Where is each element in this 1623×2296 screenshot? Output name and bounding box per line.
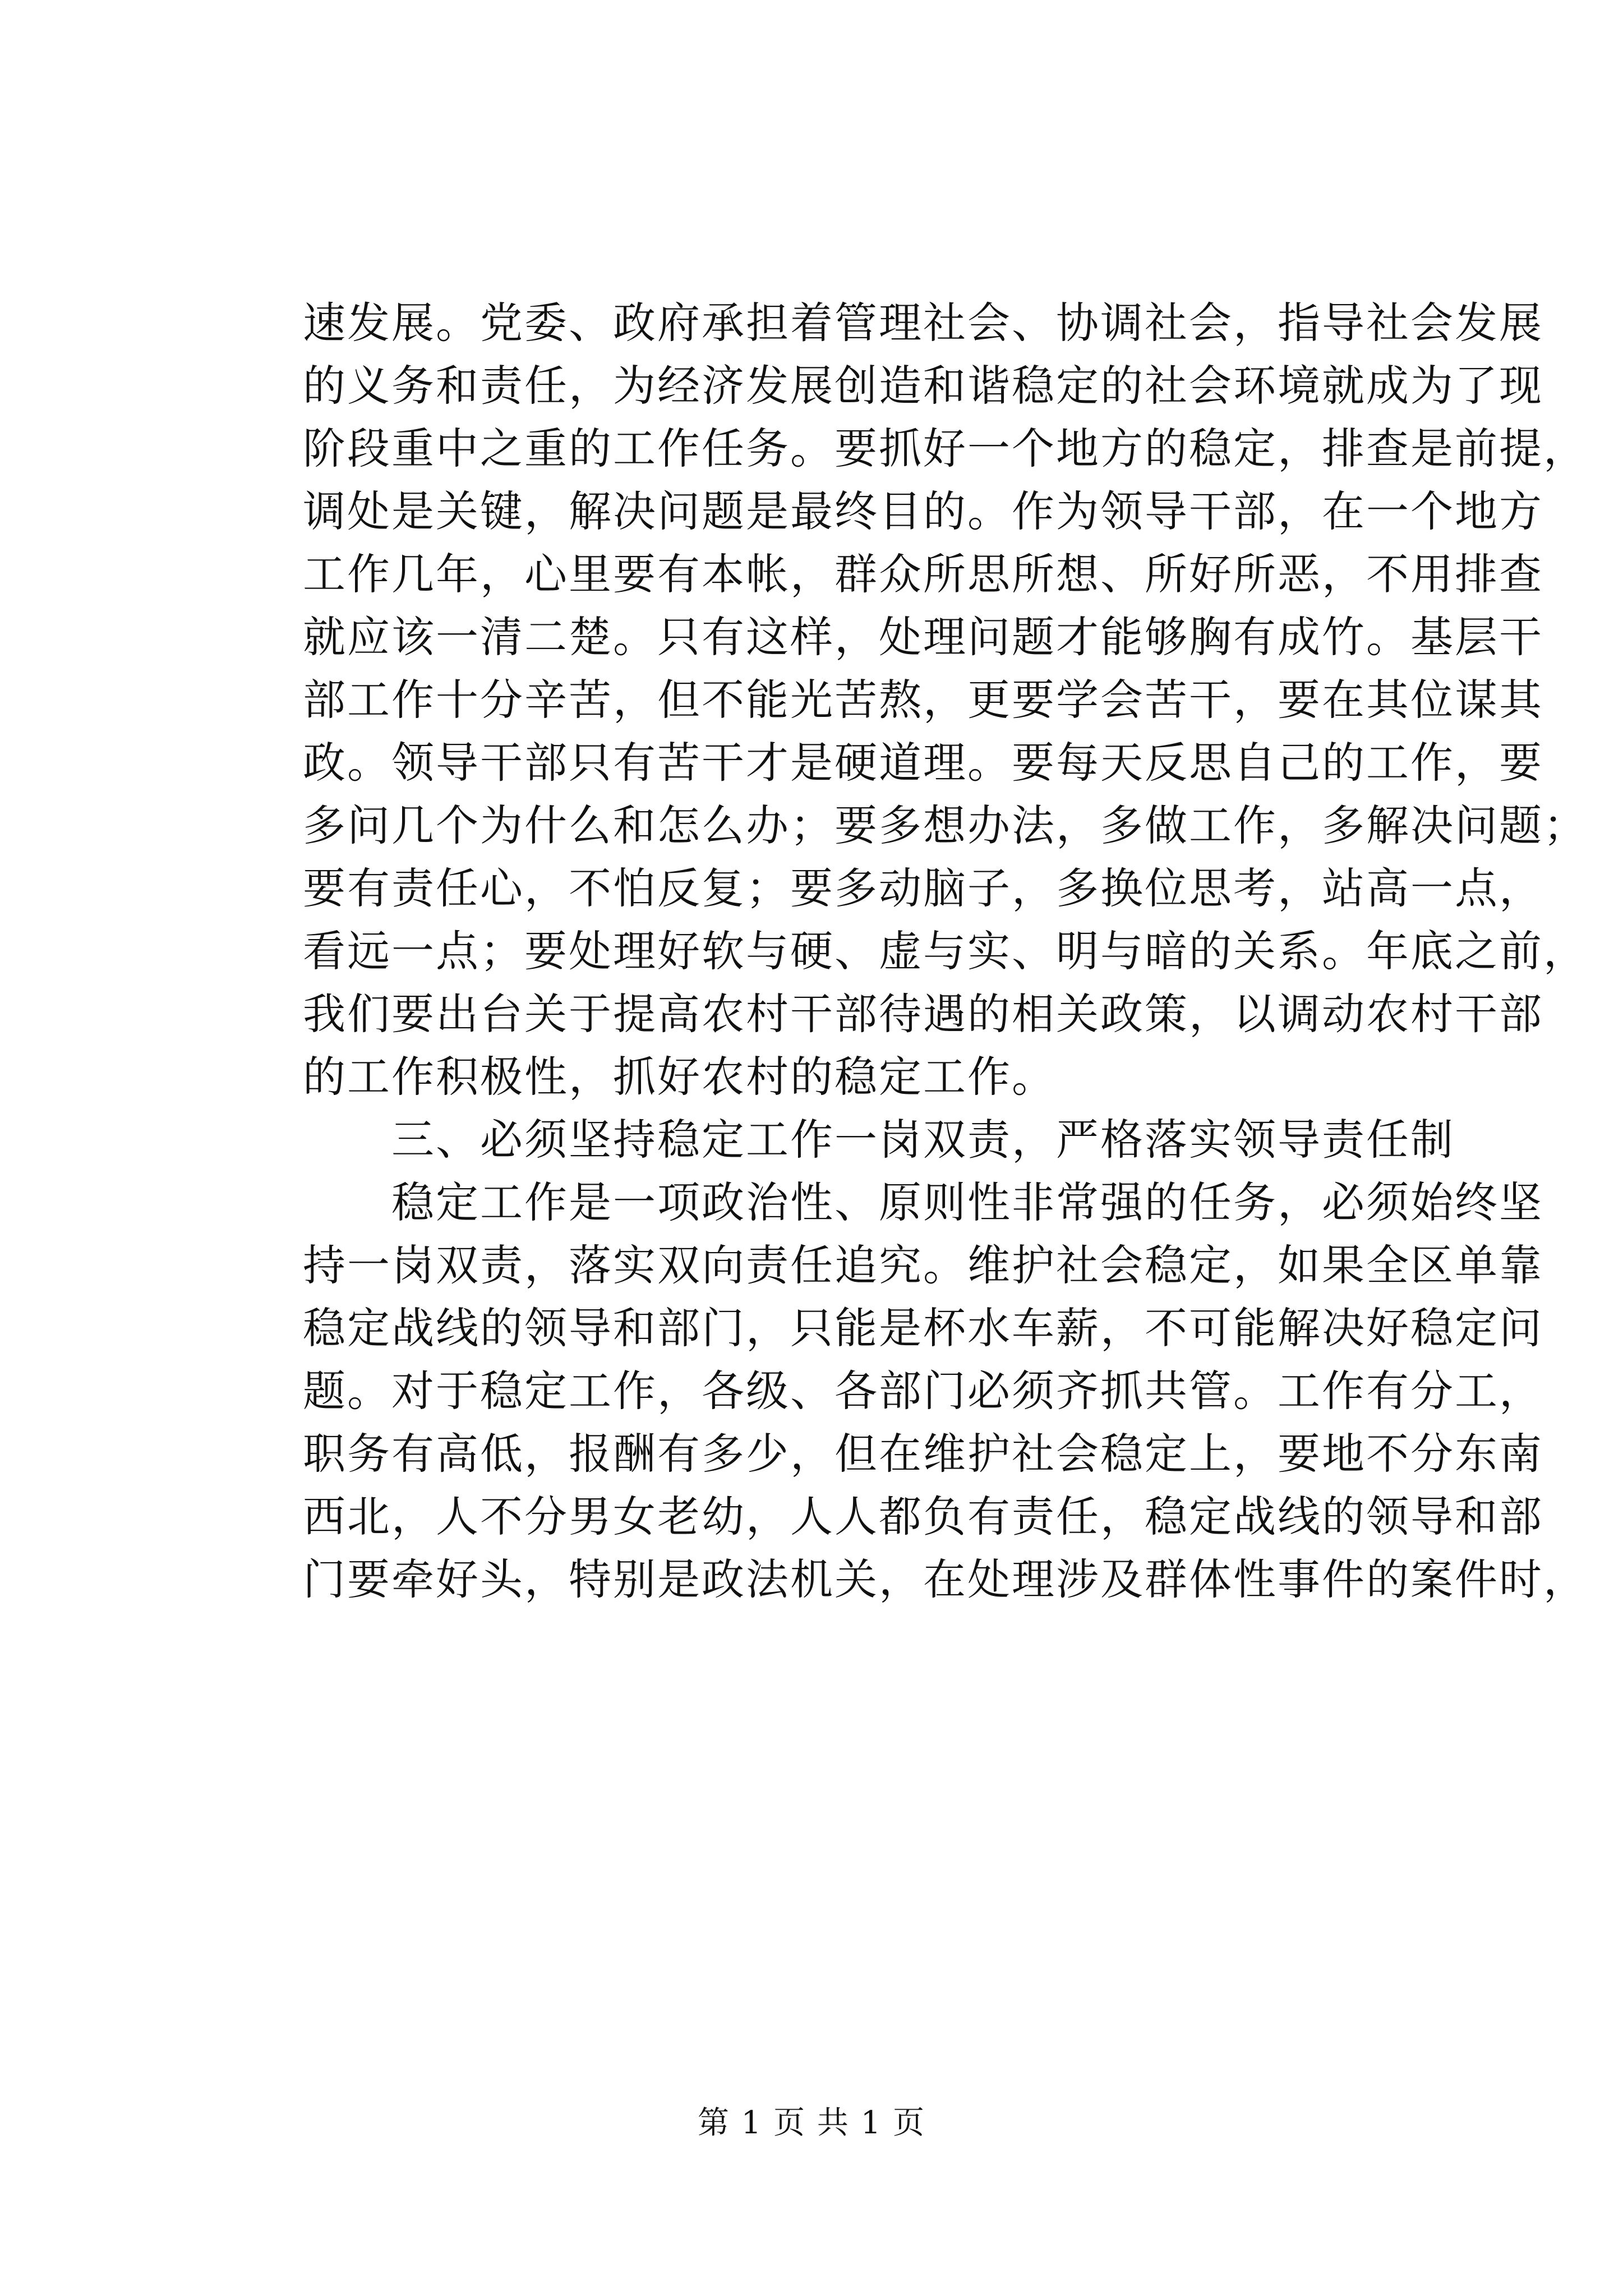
text-line: 速发展。党委、政府承担着管理社会、协调社会，指导社会发展 [303,298,1543,348]
text-line: 调处是关键，解决问题是最终目的。作为领导干部，在一个地方 [303,486,1543,536]
text-line: 看远一点；要处理好软与硬、虚与实、明与暗的关系。年底之前， [303,926,1588,976]
text-line: 稳定战线的领导和部门，只能是杯水车薪，不可能解决好稳定问 [303,1303,1543,1353]
text-line: 阶段重中之重的工作任务。要抓好一个地方的稳定，排查是前提， [303,424,1588,473]
text-line: 工作几年，心里要有本帐，群众所思所想、所好所恶，不用排查 [303,549,1543,599]
page-number-footer: 第 1 页 共 1 页 [697,2105,926,2141]
text-line: 题。对于稳定工作，各级、各部门必须齐抓共管。工作有分工， [303,1366,1543,1416]
text-line: 职务有高低，报酬有多少，但在维护社会稳定上，要地不分东南 [303,1429,1543,1479]
text-line: 我们要出台关于提高农村干部待遇的相关政策，以调动农村干部 [303,989,1543,1039]
text-line: 稳定工作是一项政治性、原则性非常强的任务，必须始终坚 [303,1177,1543,1227]
text-line: 门要牵好头，特别是政法机关，在处理涉及群体性事件的案件时， [303,1554,1588,1604]
text-line: 西北，人不分男女老幼，人人都负有责任，稳定战线的领导和部 [303,1492,1543,1542]
text-line: 多问几个为什么和怎么办；要多想办法，多做工作，多解决问题； [303,800,1588,850]
document-body [303,292,1588,1611]
text-line: 要有责任心，不怕反复；要多动脑子，多换位思考，站高一点， [303,863,1543,913]
text-line: 的工作积极性，抓好农村的稳定工作。 [303,1052,1056,1102]
text-line: 部工作十分辛苦，但不能光苦熬，更要学会苦干，要在其位谋其 [303,675,1543,725]
section-heading: 三、必须坚持稳定工作一岗双责，严格落实领导责任制 [303,1115,1455,1165]
text-line: 就应该一清二楚。只有这样，处理问题才能够胸有成竹。基层干 [303,612,1543,662]
text-line: 政。领导干部只有苦干才是硬道理。要每天反思自己的工作，要 [303,738,1543,788]
text-line: 的义务和责任，为经济发展创造和谐稳定的社会环境就成为了现 [303,361,1543,411]
text-line: 持一岗双责，落实双向责任追究。维护社会稳定，如果全区单靠 [303,1240,1543,1290]
